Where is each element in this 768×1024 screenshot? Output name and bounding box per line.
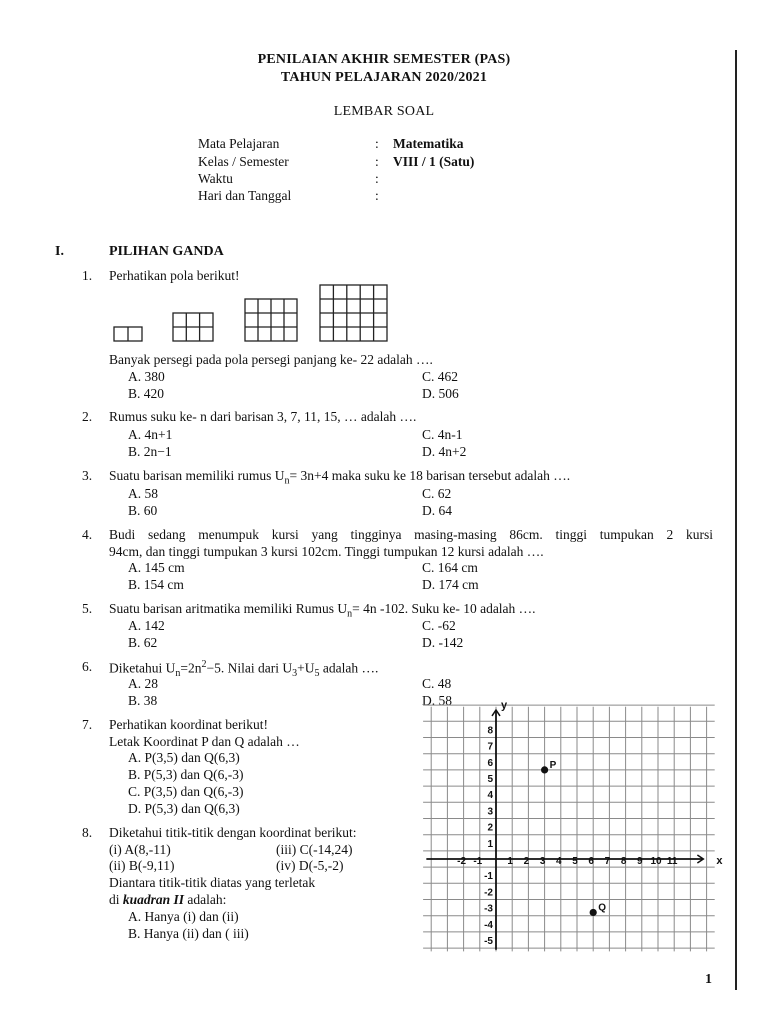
x-tick-label: 7 [604,856,611,867]
x-tick-label: 3 [539,856,546,867]
info-colon: : [375,171,379,186]
y-tick-labels [484,725,493,947]
question-number: 2. [82,409,93,424]
option-d: D. 4n+2 [422,444,467,459]
option-d: D. 64 [422,503,452,518]
y-tick-label: -4 [484,919,493,931]
option-d: D. P(5,3) dan Q(6,3) [128,801,240,816]
q6-text-1: Diketahui U [109,660,176,676]
x-tick-label: 5 [572,856,578,867]
q8-text-a: di [109,892,123,907]
q6-text-4: +U [297,660,315,676]
option-a: A. 28 [128,676,158,691]
x-tick-label: 1 [507,856,513,867]
y-axis-label: y [501,699,508,712]
y-tick-label: 3 [487,806,493,818]
question-number: 1. [82,268,93,283]
q6-sub-5: 5 [314,668,320,680]
question-text: Perhatikan koordinat berikut! [109,717,268,732]
question-text-line1: Budi sedang menumpuk kursi yang tingginya masing-masing 86cm. tinggi tumpukan 2 kursi [109,527,713,542]
option-b: B. 420 [128,386,165,401]
y-tick-label: -3 [484,903,493,915]
question-number: 7. [82,717,93,732]
question-subtext: Letak Koordinat P dan Q adalah … [109,734,300,749]
y-tick-label: 1 [487,838,493,850]
y-tick-label: 2 [487,822,493,834]
q6-sup-2: 2 [201,659,207,670]
x-tick-labels [457,856,678,867]
option-a: A. 142 [128,618,165,633]
point-iii: (iii) C(-14,24) [276,842,353,857]
option-c: C. 48 [422,676,452,691]
question-prompt: Banyak persegi pada pola persegi panjang ke- 22 adalah …. [109,352,433,367]
point-marker [541,766,548,773]
x-tick-label: 10 [650,856,662,867]
question-number: 6. [82,659,93,674]
question-number: 3. [82,468,93,483]
option-c: C. 62 [422,486,452,501]
y-tick-label: -2 [484,887,493,899]
y-tick-label: 7 [487,741,493,753]
question-text: Perhatikan pola berikut! [109,268,240,283]
x-tick-label: -1 [473,856,483,867]
school-year: TAHUN PELAJARAN 2020/2021 [280,70,488,85]
info-value: VIII / 1 (Satu) [393,154,475,169]
question-text [109,601,536,620]
option-a: A. 4n+1 [128,427,173,442]
q3-subscript: n [284,475,290,487]
q6-text-2: =2n [180,660,202,676]
option-d: D. 174 cm [422,577,479,592]
question-text-line2: 94cm, dan tinggi tumpukan 3 kursi 102cm. Tinggi tumpukan 12 kursi adalah …. [109,544,544,559]
page-number: 1 [705,972,712,987]
option-c: C. 4n-1 [422,427,463,442]
question-number: 8. [82,825,93,840]
option-a: A. 58 [128,486,158,501]
q3-text-b: = 3n+4 maka suku ke 18 barisan tersebut adalah …. [289,468,571,483]
question-line4 [109,892,226,908]
point-i: (i) A(8,-11) [109,842,171,857]
axes [426,699,723,949]
x-tick-label: 11 [666,856,678,867]
y-tick-label: -5 [484,936,493,947]
option-c: C. 462 [422,369,459,384]
question-number: 5. [82,601,93,616]
option-a: A. Hanya (i) dan (ii) [128,909,239,924]
grid [423,705,715,951]
y-tick-label: 5 [487,774,493,785]
q5-text-a: Suatu barisan aritmatika memiliki Rumus U [109,601,348,616]
point-marker [590,909,597,916]
points [541,760,606,916]
question-number: 4. [82,527,93,542]
y-tick-label: 4 [487,790,493,802]
option-c: C. P(3,5) dan Q(6,-3) [128,784,244,799]
sheet-title [0,104,768,120]
point-iv: (iv) D(-5,-2) [276,858,344,873]
q8-text-b: adalah: [184,892,227,907]
option-b: B. 154 cm [128,577,184,592]
option-c: C. -62 [422,618,456,633]
rectangle-pattern-figure [112,283,382,345]
x-axis-label: x [716,855,723,867]
y-tick-label: 8 [487,725,493,737]
option-a: A. 145 cm [128,560,185,575]
page-border-line [735,50,737,990]
option-d: D. 506 [422,386,459,401]
x-tick-label: 2 [523,856,530,867]
x-tick-label: 8 [620,856,627,867]
q6-sub-n: n [175,668,181,680]
question-text: Rumus suku ke- n dari barisan 3, 7, 11, 15, … adalah …. [109,409,417,424]
section-number: I. [55,244,64,259]
info-label: Kelas / Semester [198,154,289,169]
q6-sub-3: 3 [292,668,298,680]
section-title: PILIHAN GANDA [109,244,224,259]
option-d: D. 58 [422,693,452,708]
q6-text-3: −5. Nilai dari U [206,660,293,676]
point-label: Q [598,902,606,914]
x-tick-label: 9 [637,856,643,867]
x-tick-label: 4 [556,856,562,867]
q5-text-b: = 4n -102. Suku ke- 10 adalah …. [352,601,536,616]
info-label: Waktu [198,171,233,186]
info-colon: : [375,154,379,169]
info-label: Hari dan Tanggal [198,188,292,203]
info-label: Mata Pelajaran [198,136,280,151]
option-b: B. P(5,3) dan Q(6,-3) [128,767,244,782]
option-a: A. 380 [128,369,165,384]
question-line3: Diantara titik-titik diatas yang terletak [109,875,316,890]
info-colon: : [375,136,379,151]
q3-text-a: Suatu barisan memiliki rumus U [109,468,285,483]
y-tick-label: 6 [487,757,493,769]
y-tick-label: -1 [484,871,493,883]
x-tick-label: -2 [457,856,467,867]
info-value: Matematika [393,136,464,151]
option-c: C. 164 cm [422,560,478,575]
point-label: P [549,759,557,771]
point-ii: (ii) B(-9,11) [109,858,175,873]
q5-subscript: n [347,608,353,620]
option-a: A. P(3,5) dan Q(6,3) [128,750,240,765]
question-text [109,468,570,487]
x-tick-label: 6 [588,856,594,867]
option-d: D. -142 [422,635,464,650]
option-b: B. 2n−1 [128,444,172,459]
option-b: B. 62 [128,635,158,650]
q8-emphasis: kuadran II [122,892,185,907]
exam-title: PENILAIAN AKHIR SEMESTER (PAS) [257,52,511,67]
option-b: B. Hanya (ii) dan ( iii) [128,926,249,941]
option-b: B. 38 [128,693,158,708]
option-b: B. 60 [128,503,158,518]
q6-text-5: adalah …. [319,660,379,676]
question-text: Diketahui titik-titik dengan koordinat berikut: [109,825,357,840]
info-colon: : [375,188,379,203]
sheet-title-text: LEMBAR SOAL [333,104,435,119]
